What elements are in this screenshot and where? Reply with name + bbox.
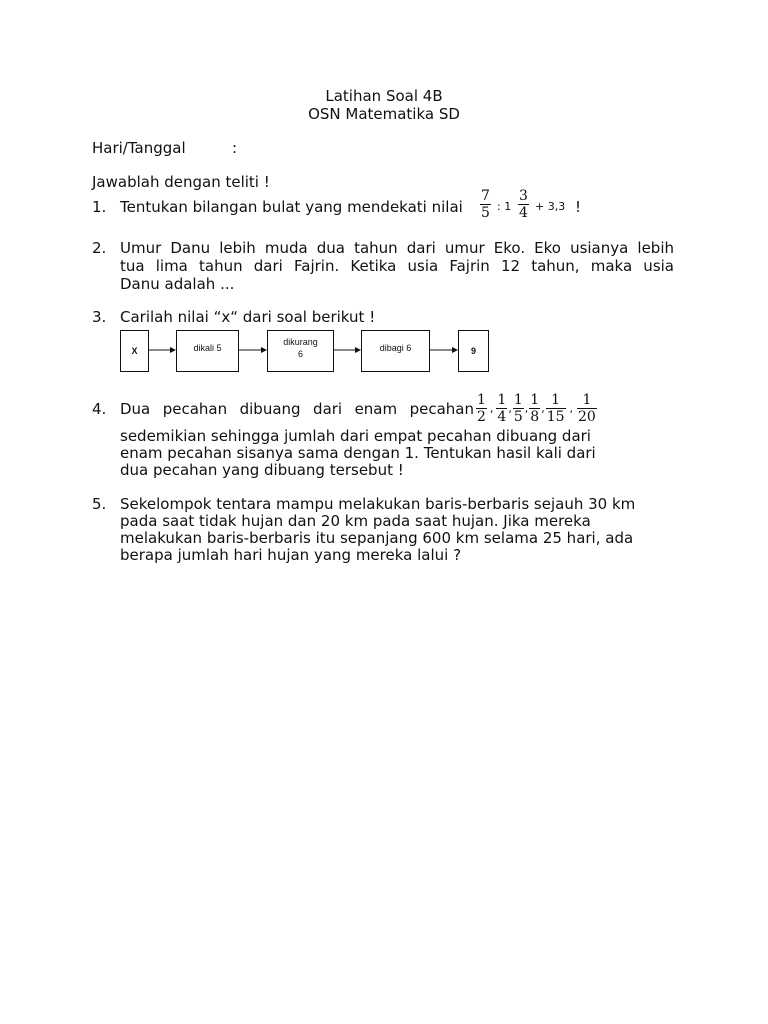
denominator: 5 [513,409,523,425]
numerator: 1 [582,392,592,408]
page-subtitle: OSN Matematika SD [308,105,460,123]
numerator: 1 [530,392,540,408]
flow-box-label-line-2: 6 [297,349,303,359]
question-5-line-4: berapa jumlah hari hujan yang mereka lalui ? [120,546,462,564]
exclamation: ! [575,198,582,216]
separator: , [541,402,545,415]
question-number: 5. [92,495,107,513]
flow-box-subtract [267,330,334,372]
denominator: 4 [519,205,528,221]
fraction-1-2 [476,392,487,425]
separator: , [524,402,529,415]
question-4-line-4: dua pecahan yang dibuang tersebut ! [120,461,404,479]
date-colon: : [232,139,238,157]
flow-box-divide [361,330,430,372]
numerator: 1 [477,392,486,408]
numerator: 7 [481,188,490,204]
separator: , [489,402,494,415]
fraction-1-15 [546,392,566,425]
denominator: 8 [530,409,540,425]
question-number: 4. [92,400,107,418]
fraction-1-8 [529,392,540,425]
flow-box-result [458,330,489,372]
question-5-line-2: pada saat tidak hujan dan 20 km pada saat hujan. Jika mereka [120,512,591,530]
operator-add: + 3,3 [535,200,566,213]
numerator: 3 [519,188,528,204]
flow-box-label: 9 [470,346,476,356]
question-2-line-1: Umur Danu lebih muda dua tahun dari umur Eko. Eko usianya lebih [120,239,674,257]
fraction-1-20 [577,392,597,425]
question-4-line-2: sedemikian sehingga jumlah dari empat pecahan dibuang dari [120,427,591,445]
flow-box-label-line-1: dikurang [283,337,318,347]
fraction-list [476,392,597,428]
separator: , [569,402,574,415]
question-4-text: Dua pecahan dibuang dari enam pecahan [120,400,474,418]
question-5-line-3: melakukan baris-berbaris itu sepanjang 600 km selama 25 hari, ada [120,529,634,547]
question-2-line-3: Danu adalah ... [120,275,235,293]
page-title: Latihan Soal 4B [325,87,443,105]
date-label: Hari/Tanggal [92,139,186,157]
operator-divide: : 1 [497,200,512,213]
instruction-text: Jawablah dengan teliti ! [92,173,270,191]
flow-box-x [120,330,149,372]
flow-box-label: dikali 5 [193,343,222,353]
denominator: 5 [481,205,490,221]
fraction-1-5 [513,392,524,425]
denominator: 4 [497,409,507,425]
question-5-line-1: Sekelompok tentara mampu melakukan baris-berbaris sejauh 30 km [120,495,636,513]
flow-box-label: X [131,346,138,356]
flow-box-label: dibagi 6 [379,343,412,353]
separator: , [508,402,512,415]
denominator: 20 [578,409,596,425]
question-3-text: Carilah nilai “x“ dari soal berikut ! [120,308,376,326]
denominator: 15 [546,409,565,425]
question-number: 2. [92,239,107,257]
numerator: 1 [513,392,523,408]
numerator: 1 [551,392,561,408]
numerator: 1 [497,392,507,408]
flow-box-multiply [176,330,239,372]
question-1-text: Tentukan bilangan bulat yang mendekati nilai [120,198,463,216]
question-4-line-3: enam pecahan sisanya sama dengan 1. Tentukan hasil kali dari [120,444,596,462]
question-2-line-2: tua lima tahun dari Fajrin. Ketika usia Fajrin 12 tahun, maka usia [120,257,674,275]
question-number: 3. [92,308,107,326]
fraction-1-4 [496,392,507,425]
denominator: 2 [477,409,486,425]
question-number: 1. [92,198,107,216]
